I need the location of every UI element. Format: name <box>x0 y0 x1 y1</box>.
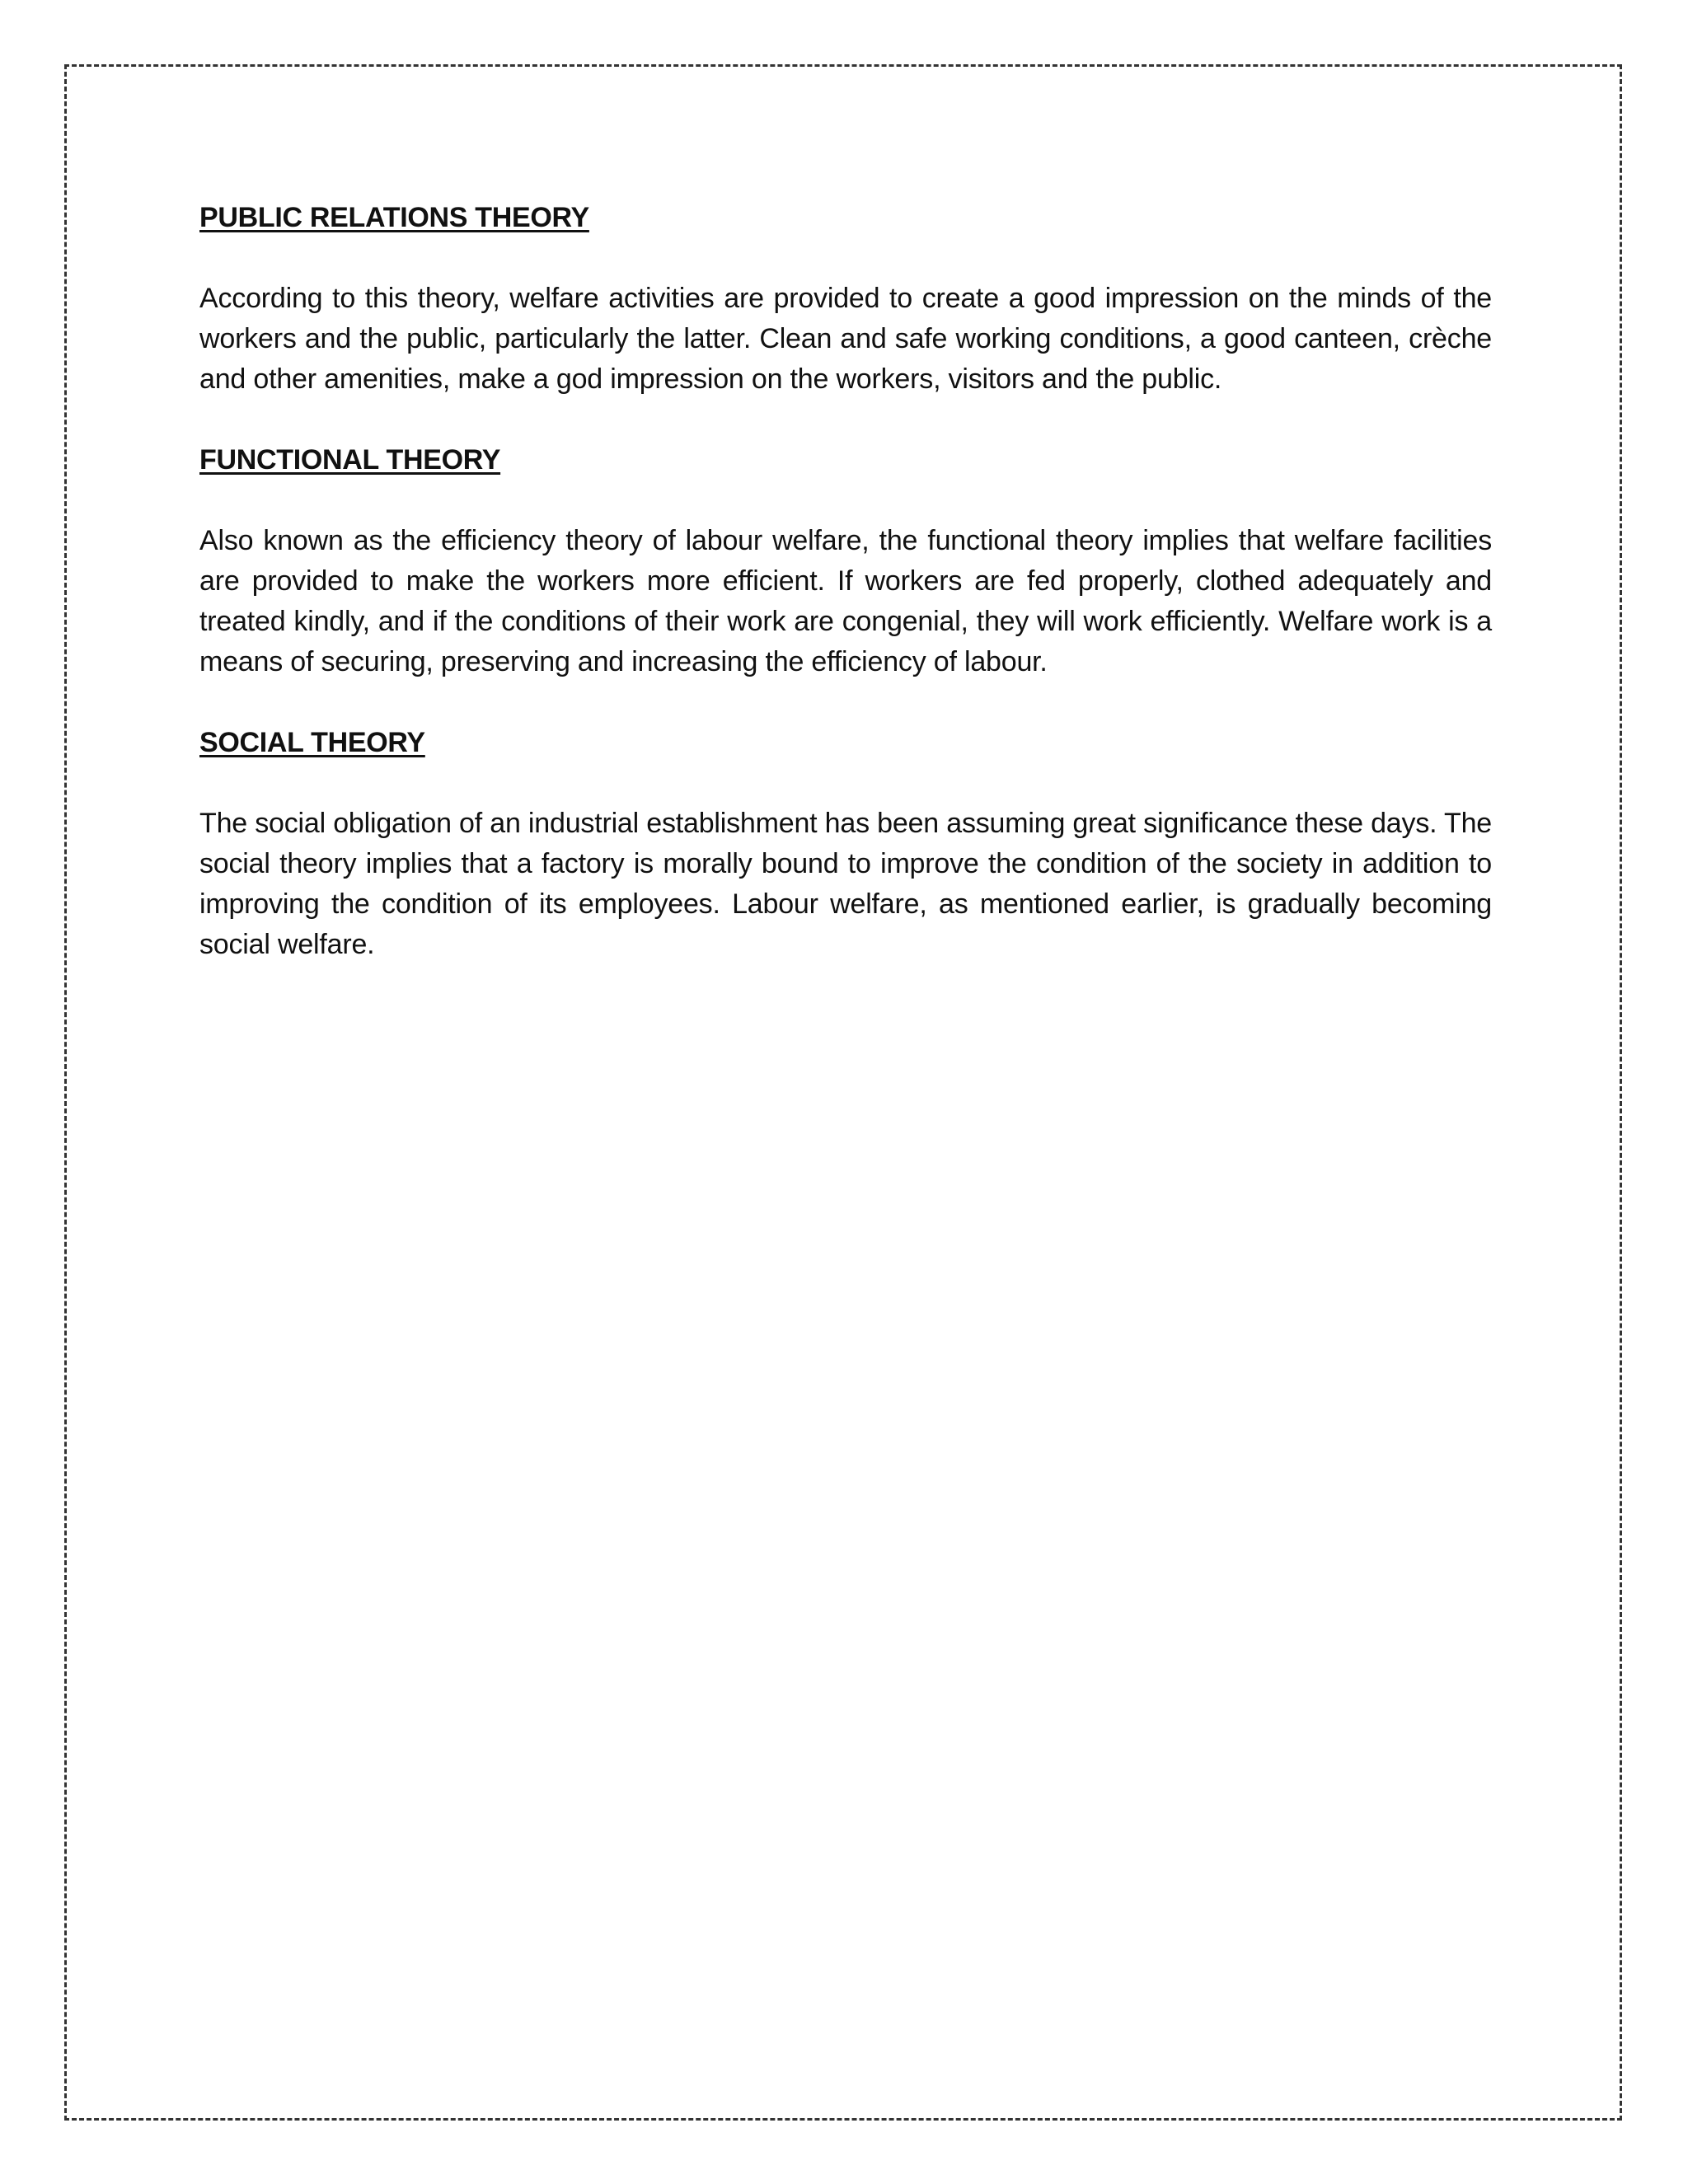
section-paragraph: Also known as the efficiency theory of labour welfare, the functional theory implies that welfare facilities are provided to make the workers more efficient. If workers are fed properly, clothed adequately and treated kindly, and if the conditions of their work are congenial, they will work efficiently. Welfare work is a means of securing, preserving and increasing the efficiency of labour. <box>199 525 1492 677</box>
section-paragraph: The social obligation of an industrial establishment has been assuming great significance these days. The social theory implies that a factory is morally bound to improve the condition of the society in addition to improving the condition of its employees. Labour welfare, as mentioned earlier, is gradually becoming social welfare. <box>199 808 1492 960</box>
section-heading: PUBLIC RELATIONS THEORY <box>199 202 589 233</box>
section-heading: SOCIAL THEORY <box>199 727 425 758</box>
section-public-relations-theory <box>199 198 1492 400</box>
document-content <box>199 198 1492 1005</box>
section-paragraph: According to this theory, welfare activities are provided to create a good impression on the minds of the workers and the public, particularly the latter. Clean and safe working conditions, a good canteen, crèche and other amenities, make a god impression on the workers, visitors and the public. <box>199 283 1492 395</box>
section-heading: FUNCTIONAL THEORY <box>199 444 501 476</box>
section-functional-theory <box>199 440 1492 682</box>
section-social-theory <box>199 723 1492 965</box>
